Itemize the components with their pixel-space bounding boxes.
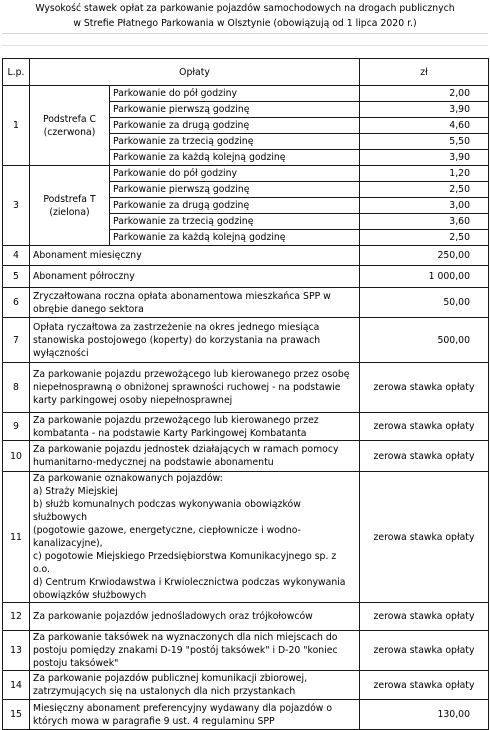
header-oplaty: Opłaty — [30, 59, 360, 86]
fee-value: 500,00 — [360, 318, 489, 363]
fee-description: Za parkowanie pojazdu przewożącego lub kierowanego przez osobę niepełnosprawną o obniżonej sprawności ruchowej - na podstawie karty parkingowej osoby niepełnosprawnej — [30, 363, 360, 413]
description-line: Za parkowanie oznakowanych pojazdów: — [33, 473, 223, 484]
row-number: 8 — [3, 363, 30, 413]
row-number: 11 — [3, 472, 30, 603]
fee-label: Parkowanie za każdą kolejną godzinę — [110, 150, 360, 166]
table-row — [3, 413, 489, 441]
fee-label: Parkowanie za drugą godzinę — [110, 118, 360, 134]
fee-description: Za parkowanie taksówek na wyznaczonych dla nich miejscach do postoju pomiędzy znakami D-19 "postój taksówek" i D-20 "koniec postoju taksówek" — [30, 631, 360, 671]
fee-description: Za parkowanie pojazdów publicznej komunikacji zbiorowej, zatrzymujących się na ustalonych dla nich przystankach — [30, 671, 360, 700]
row-number: 5 — [3, 266, 30, 288]
fee-value: 2,50 — [360, 230, 489, 246]
description-line: obowiązków służbowych — [33, 590, 147, 601]
fee-label: Parkowanie za każdą kolejną godzinę — [110, 230, 360, 246]
zone-name-line: Podstrefa T — [43, 193, 96, 205]
zone-name-line: Podstrefa C — [42, 113, 97, 125]
fee-value: 1 000,00 — [360, 266, 489, 288]
description-line: b) służb komunalnych podczas wykonywania obowiązków służbowych — [33, 499, 301, 523]
fee-label: Parkowanie pierwszą godzinę — [110, 182, 360, 198]
fee-value: zerowa stawka opłaty — [360, 413, 489, 441]
header-lp: L.p. — [3, 59, 30, 86]
row-number: 15 — [3, 700, 30, 730]
title-line-1: Wysokość stawek opłat za parkowanie pojazdów samochodowych na drogach publicznych — [35, 3, 455, 14]
fee-value: 3,90 — [360, 102, 489, 118]
header-zl: zł — [360, 59, 489, 86]
document-title — [0, 1, 490, 31]
zone-color: (czerwona) — [43, 126, 96, 138]
fee-label: Parkowanie pierwszą godzinę — [110, 102, 360, 118]
row-number: 14 — [3, 671, 30, 700]
fee-description: Za parkowanie pojazdu przewożącego lub kierowanego przez kombatanta - na podstawie Karty Parkingowej Kombatanta — [30, 413, 360, 441]
zone-name — [30, 86, 110, 166]
fee-label: Parkowanie do pół godziny — [110, 86, 360, 102]
fee-value: zerowa stawka opłaty — [360, 631, 489, 671]
row-number: 1 — [3, 86, 30, 166]
row-number: 3 — [3, 166, 30, 246]
table-row — [3, 166, 489, 182]
fee-description — [30, 472, 360, 603]
zone-name — [30, 166, 110, 246]
fee-value: 3,60 — [360, 214, 489, 230]
fee-description: Za parkowanie pojazdu jednostek działających w ramach pomocy humanitarno-medycznej na podstawie abonamentu — [30, 441, 360, 472]
fee-description: Za parkowanie pojazdów jednośladowych oraz trójkołowców — [30, 603, 360, 631]
fee-value: zerowa stawka opłaty — [360, 441, 489, 472]
table-row — [3, 603, 489, 631]
fee-value: zerowa stawka opłaty — [360, 671, 489, 700]
description-line: d) Centrum Krwiodawstwa i Krwiolecznictwa podczas wykonywania — [33, 577, 346, 588]
table-row — [3, 246, 489, 266]
table-row — [3, 288, 489, 318]
fee-description: Zryczałtowana roczna opłata abonamentowa mieszkańca SPP w obrębie danego sektora — [30, 288, 360, 318]
row-number: 4 — [3, 246, 30, 266]
fee-value: 50,00 — [360, 288, 489, 318]
table-row — [3, 441, 489, 472]
table-row — [3, 86, 489, 102]
fee-value: 5,50 — [360, 134, 489, 150]
fee-label: Parkowanie za trzecią godzinę — [110, 134, 360, 150]
fee-description: Miesięczny abonament preferencyjny wydawany dla pojazdów o których mowa w paragrafie 9 ust. 4 regulaminu SPP — [30, 700, 360, 730]
row-number: 6 — [3, 288, 30, 318]
zone-color: (zielona) — [49, 206, 90, 218]
fee-value: 4,60 — [360, 118, 489, 134]
fee-label: Parkowanie do pół godziny — [110, 166, 360, 182]
parking-fees-table — [2, 58, 489, 730]
table-row — [3, 472, 489, 603]
fee-description: Opłata ryczałtowa za zastrzeżenie na okres jednego miesiąca stanowiska postojowego (koperty) do korzystania na prawach wyłączności — [30, 318, 360, 363]
row-number: 7 — [3, 318, 30, 363]
description-line: c) pogotowie Miejskiego Przedsiębiorstwa Komunikacyjnego sp. z o.o. — [33, 551, 337, 575]
fee-description: Abonament półroczny — [30, 266, 360, 288]
fee-value: zerowa stawka opłaty — [360, 363, 489, 413]
table-header-row — [3, 59, 489, 86]
table-row — [3, 266, 489, 288]
fee-description: Abonament miesięczny — [30, 246, 360, 266]
description-line: a) Straży Miejskiej — [33, 486, 118, 497]
fee-value: 2,00 — [360, 86, 489, 102]
fee-value: 130,00 — [360, 700, 489, 730]
fee-value: 3,00 — [360, 198, 489, 214]
row-number: 10 — [3, 441, 30, 472]
fee-value: 3,90 — [360, 150, 489, 166]
table-row — [3, 631, 489, 671]
fee-value: zerowa stawka opłaty — [360, 603, 489, 631]
title-line-2: w Strefie Płatnego Parkowania w Olsztynie (obowiązują od 1 lipca 2020 r.) — [73, 18, 417, 29]
row-number: 13 — [3, 631, 30, 671]
fee-value: 2,50 — [360, 182, 489, 198]
fee-value: 1,20 — [360, 166, 489, 182]
table-row — [3, 700, 489, 730]
spreadsheet-gap-rows — [2, 33, 488, 58]
fee-label: Parkowanie za drugą godzinę — [110, 198, 360, 214]
fee-label: Parkowanie za trzecią godzinę — [110, 214, 360, 230]
table-row — [3, 318, 489, 363]
row-number: 12 — [3, 603, 30, 631]
table-row — [3, 671, 489, 700]
fee-value: 250,00 — [360, 246, 489, 266]
fee-value: zerowa stawka opłaty — [360, 472, 489, 603]
table-row — [3, 363, 489, 413]
row-number: 9 — [3, 413, 30, 441]
description-line: (pogotowie gazowe, energetyczne, ciepłownicze i wodno-kanalizacyjne), — [33, 525, 301, 549]
